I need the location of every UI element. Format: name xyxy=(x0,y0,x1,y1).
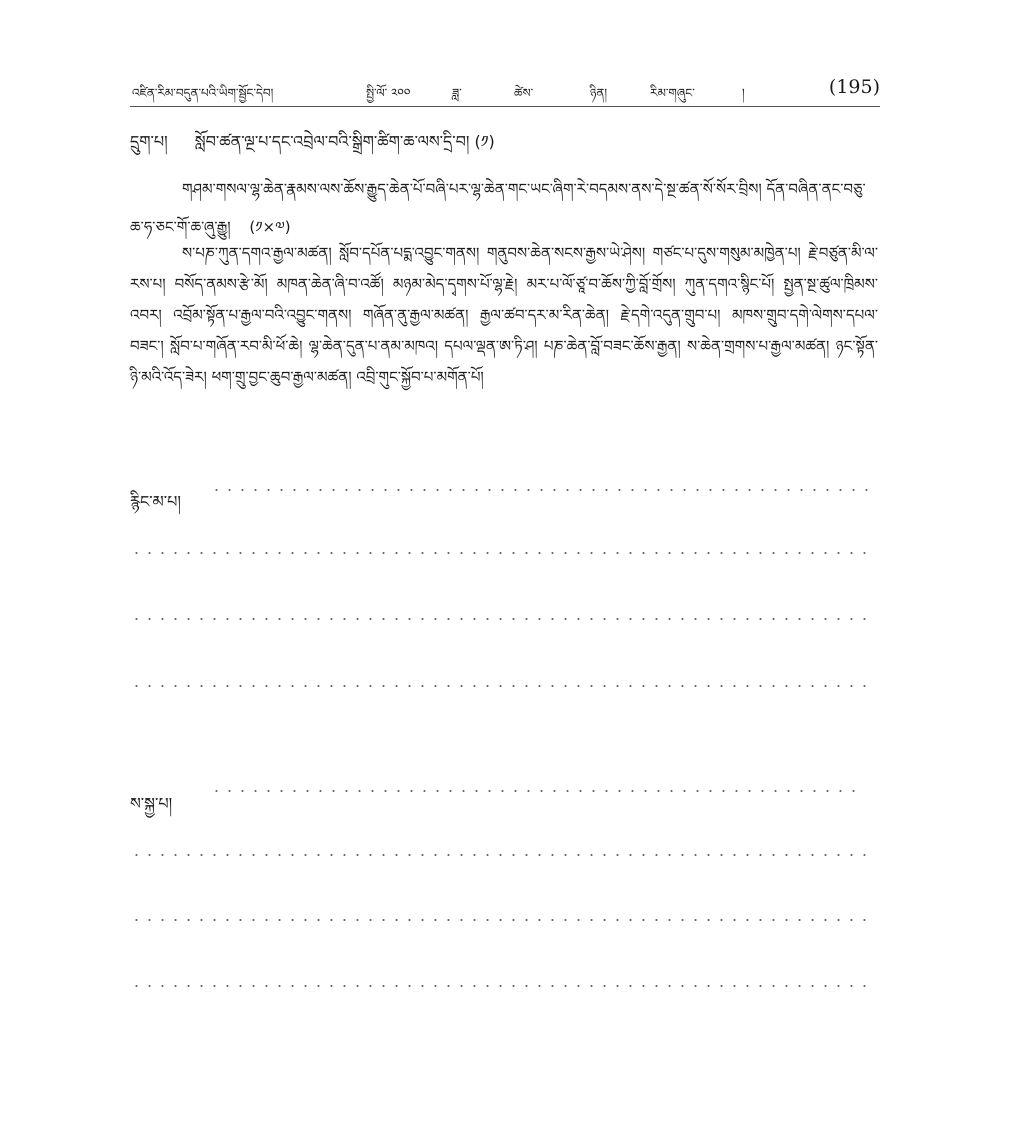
section-number: དྲུག་པ། xyxy=(130,132,168,151)
header-category: རིམ་གཞུང་ xyxy=(650,86,695,100)
header-month: ཟླ་ xyxy=(452,86,462,100)
page-header xyxy=(130,78,880,107)
answer-line[interactable] xyxy=(130,552,875,554)
section-heading xyxy=(130,124,495,169)
book-title: འཛིན་རིམ་བདུན་པའི་ཡིག་སྦྱོང་དེབ། xyxy=(132,86,274,100)
exercise-instruction xyxy=(130,170,875,246)
answer-line[interactable] xyxy=(130,985,875,987)
answer-line[interactable] xyxy=(210,790,860,792)
header-day: ཉིན། xyxy=(590,86,608,100)
answer-line[interactable] xyxy=(130,685,875,687)
answer-line[interactable] xyxy=(130,854,875,856)
score-note: (༡×༧) xyxy=(249,218,291,236)
answer-line[interactable] xyxy=(130,919,875,921)
instruction-text: གཤམ་གསལ་ལྷ་ཆེན་རྣམས་ལས་ཆོས་རྒྱུད་ཆེན་པོ་བཞི་པར་ལྷ་ཆེན་གང་ཡང་ཞིག་རེ་བདམས་ནས་དེ་སྔ་ཚན་སོ་སོར་བྲིས། དོན་བཞིན་ནང་བཅུ་ཆ་ཧ་ཅང་གོ་ཆ་ཞུ་རྒྱུ། xyxy=(130,180,866,236)
page-number: (195) xyxy=(828,76,880,98)
answer-label-nyingma: རྙིང་མ་པ། xyxy=(130,492,181,511)
answer-label-sakya: ས་སྐྱ་པ། xyxy=(130,794,173,813)
header-date: ཚེས་ xyxy=(514,86,534,100)
name-list-passage: ས་པཎ་ཀུན་དགའ་རྒྱལ་མཚན། སློབ་དཔོན་པདྨ་འབྱུང་གནས། གནུབས་ཆེན་སངས་རྒྱས་ཡེ་ཤེས། གཙང་པ་དུས་གསུམ་མཁྱེན་པ། རྗེ་བཙུན་མི་ལ་རས་པ། བསོད་ནམས་རྩེ་མོ། མཁན་ཆེན་ཞི་བ་འཚོ། མཉམ་མེད་དྭགས་པོ་ལྷ་རྗེ། མར་པ་ལོ་ཙཱ་བ་ཆོས་ཀྱི་བློ་གྲོས། ཀུན་དགའ་སྙིང་པོ། སྤྱན་སྔ་ཚུལ་ཁྲིམས་འབར། འབྲོམ་སྟོན་པ་རྒྱལ་བའི་འབྱུང་གནས། གཞོན་ནུ་རྒྱལ་མཚན། རྒྱལ་ཚབ་དར་མ་རིན་ཆེན། རྗེ་དགེ་འདུན་གྲུབ་པ། མཁས་གྲུབ་དགེ་ལེགས་དཔལ་བཟང་། སློབ་པ་གཞོན་རབ་མི་ཕོ་ཆེ། ལྷ་ཆེན་དུན་པ་ནམ་མཁའ། དཔལ་ལྡན་ཨ་ཏི་ཤ། པཎ་ཆེན་བློ་བཟང་ཆོས་རྒྱན། ས་ཆེན་གྲགས་པ་རྒྱལ་མཚན། ཉང་སྟོན་ཉི་མའི་འོད་ཟེར། ཕག་གྲུ་བྱང་ཆུབ་རྒྱལ་མཚན། འབྲི་གུང་སྐྱོབ་པ་མགོན་པོ། xyxy=(130,244,878,386)
answer-line[interactable] xyxy=(130,618,875,620)
header-separator: ། xyxy=(742,86,745,100)
section-title: སློབ་ཚན་ལྔ་པ་དང་འབྲེལ་བའི་སྒྲིག་ཚིག་ཆ་ལས་དྲི་བ། (༡) xyxy=(194,132,495,151)
answer-line[interactable] xyxy=(210,489,870,491)
header-year: སྤྱི་ལོ་ ༢༠༠ xyxy=(366,86,411,100)
